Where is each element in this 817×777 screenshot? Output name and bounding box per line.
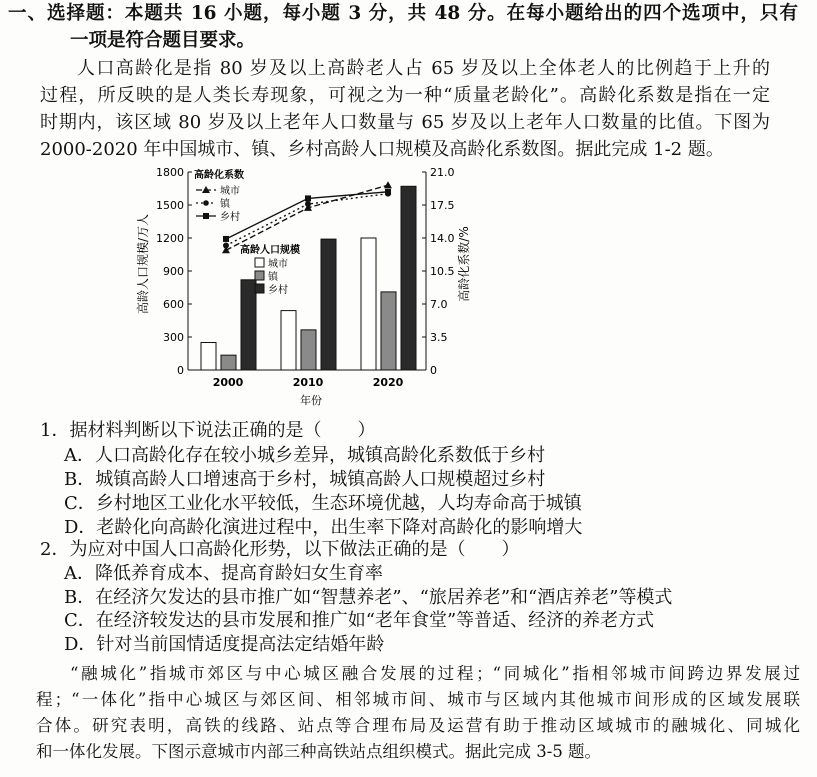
chart-marker-rural [223,236,229,242]
chart-x-tick-label: 2020 [372,376,404,389]
intro-line-1: 人口高龄化是指 80 岁及以上高龄老人占 65 岁及以上全体老人的比例趋于上升的 [77,58,770,79]
chart-line-legend-marker [203,200,209,206]
chart-bar-city-2000 [201,343,216,371]
chart-y2-tick-label: 14.0 [430,232,455,245]
chart-marker-town [305,201,311,207]
question-2-option-c[interactable]: C．在经济较发达的县市发展和推广如“老年食堂”等普适、经济的养老方式 [64,610,655,631]
question-2-option-d[interactable]: D．针对当前国情适度提高法定结婚年龄 [64,634,385,655]
chart-y-axis-label: 高龄人口规模/万人 [136,213,150,315]
chart-line-legend-label: 城市 [220,186,240,197]
chart-line-legend-title: 高龄化系数 [194,170,244,181]
chart-y-tick-label: 1500 [156,199,184,212]
question-2-stem: 2．为应对中国人口高龄化形势，以下做法正确的是（ ） [40,539,520,560]
passage-2-line-3: 合体。研究表明，高铁的线路、站点等合理布局及运营有助于推动区域城市的融城化、同城化 [36,716,800,735]
chart-bar-city-2020 [361,238,376,370]
chart-bar-legend-label: 镇 [268,272,278,283]
chart-y2-tick-label: 7.0 [430,298,448,311]
chart-bar-rural-2020 [401,186,416,370]
chart-x-axis-label: 年份 [300,394,322,407]
section-header-line-2: 一项是符合题目要求。 [70,30,256,51]
intro-line-4: 2000-2020 年中国城市、镇、乡村高龄人口规模及高龄化系数图。据此完成 1-2 题。 [40,139,724,160]
intro-line-3: 时期内，该区域 80 岁及以上老年人口数量与 65 岁及以上老年人口数量的比值。下图为 [40,112,770,133]
chart-bar-legend-swatch [255,284,264,293]
chart-marker-town [223,243,229,249]
chart-bar-rural-2010 [321,239,336,370]
passage-2-line-4: 和一体化发展。下图示意城市内部三种高铁站点组织模式。据此完成 3-5 题。 [36,742,602,761]
chart-bar-legend-swatch [255,258,264,267]
question-2-option-b[interactable]: B．在经济欠发达的县市推广如“智慧养老”、“旅居养老”和“酒店养老”等模式 [64,587,673,608]
chart-bar-town-2000 [221,355,236,370]
chart-y2-tick-label: 3.5 [430,331,448,344]
passage-2-line-2: 程；“一体化”指中心城区与郊区间、相邻城市间、城市与区域内其他城市间形成的区域发展联 [36,690,800,709]
chart-line-legend-label: 乡村 [220,212,240,223]
chart-bar-legend-label: 乡村 [268,285,288,296]
question-1-option-c[interactable]: C．乡村地区工业化水平较低，生态环境优越，人均寿命高于城镇 [64,493,582,514]
passage-2-line-1: “融城化”指城市郊区与中心城区融合发展的过程；“同城化”指相邻城市间跨边界发展过 [70,664,800,683]
chart-bar-town-2010 [301,330,316,370]
chart-bar-city-2010 [281,311,296,370]
chart-marker-rural [385,189,391,195]
chart-bar-legend-label: 城市 [268,259,288,270]
question-1-option-a[interactable]: A．人口高龄化存在较小城乡差异，城镇高龄化系数低于乡村 [64,445,545,466]
chart-y2-tick-label: 21.0 [430,166,455,179]
chart-marker-city [384,181,392,188]
chart-bar-legend-title: 高龄人口规模 [240,245,300,256]
chart-y-tick-label: 1200 [156,232,184,245]
question-2-option-a[interactable]: A．降低养育成本、提高育龄妇女生育率 [64,563,383,584]
elderly-population-chart [136,162,476,410]
chart-x-tick-label: 2000 [212,376,244,389]
chart-y-tick-label: 600 [163,298,184,311]
chart-line-legend-marker [203,213,209,219]
chart-bar-rural-2000 [241,280,256,370]
chart-marker-rural [305,195,311,201]
chart-y-tick-label: 300 [163,331,184,344]
intro-line-2: 过程，所反映的是人类长寿现象，可视之为一种“质量老龄化”。高龄化系数是指在一定 [40,85,770,106]
chart-bar-legend-swatch [255,271,264,280]
chart-y2-axis-label: 高龄化系数/% [457,226,471,302]
section-header-line-1: 一、选择题：本题共 16 小题，每小题 3 分，共 48 分。在每小题给出的四个选项中，只有 [8,3,798,24]
chart-bar-town-2020 [381,292,396,370]
chart-y-tick-label: 1800 [156,166,184,179]
chart-y-tick-label: 900 [163,265,184,278]
chart-y-tick-label: 0 [177,364,184,377]
chart-line-legend-label: 镇 [220,199,230,210]
chart-y2-tick-label: 10.5 [430,265,455,278]
chart-y2-tick-label: 0 [430,364,437,377]
question-1-option-b[interactable]: B．城镇高龄人口增速高于乡村，城镇高龄人口规模超过乡村 [64,469,546,490]
question-1-option-d[interactable]: D．老龄化向高龄化演进过程中，出生率下降对高龄化的影响增大 [64,517,583,538]
chart-x-tick-label: 2010 [292,376,324,389]
question-1-stem: 1．据材料判断以下说法正确的是（ ） [40,420,376,441]
chart-plot-area [156,166,455,389]
chart-y2-tick-label: 17.5 [430,199,455,212]
